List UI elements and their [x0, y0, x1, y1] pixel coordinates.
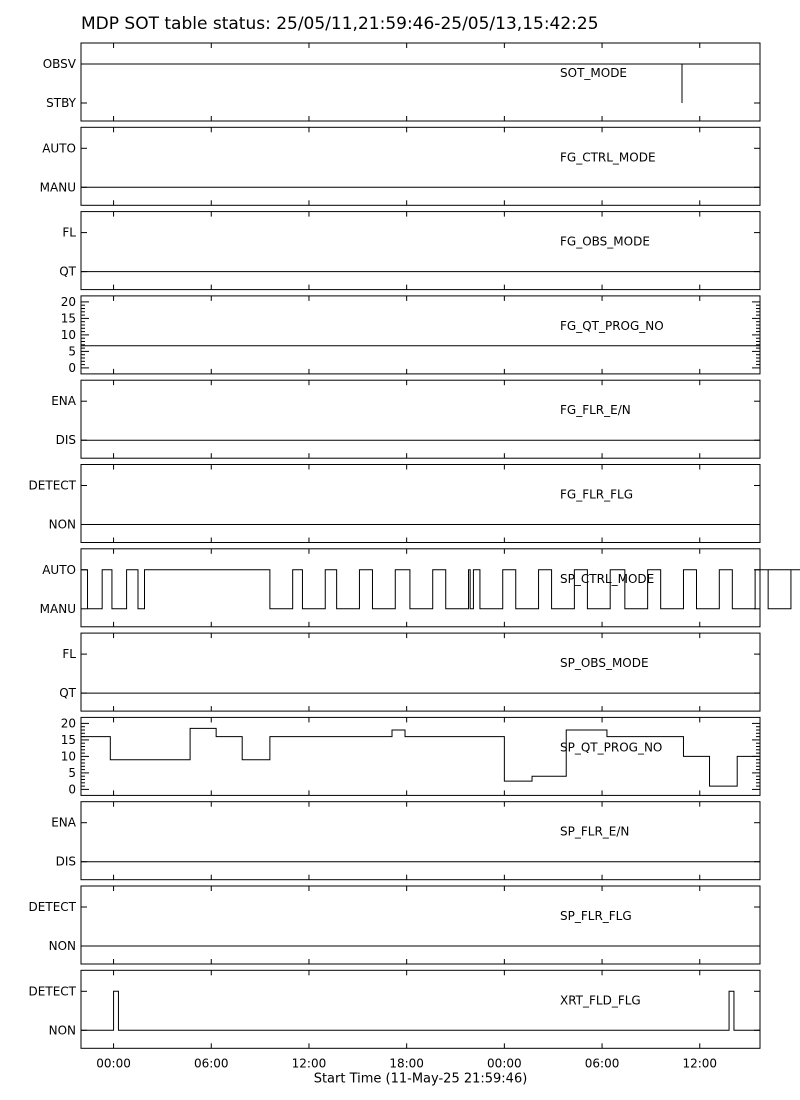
y-tick-label: 5	[68, 344, 76, 359]
panel-frame	[81, 633, 760, 711]
panel-frame	[81, 380, 760, 458]
state-label: MANU	[39, 601, 76, 616]
panel-name: XRT_FLD_FLG	[560, 993, 641, 1008]
state-label: STBY	[46, 96, 76, 110]
state-label: AUTO	[42, 562, 76, 577]
state-label: DETECT	[28, 900, 76, 914]
y-tick-label: 20	[60, 716, 76, 731]
state-label: DIS	[55, 854, 76, 869]
x-tick-label: 12:00	[682, 1056, 718, 1071]
panel-frame	[81, 127, 760, 205]
panel-name: SP_FLR_E/N	[560, 824, 630, 839]
panel-name: FG_OBS_MODE	[560, 234, 650, 249]
chart-title: MDP SOT table status: 25/05/11,21:59:46-25/05/13,15:42:25	[81, 14, 599, 34]
panel-name: FG_FLR_E/N	[560, 403, 631, 418]
x-tick-label: 06:00	[584, 1056, 620, 1071]
panel-frame	[81, 296, 760, 374]
panel-frame	[81, 465, 760, 543]
x-tick-label: 18:00	[389, 1056, 424, 1071]
panel-name: FG_CTRL_MODE	[560, 150, 656, 165]
series-line	[81, 728, 760, 786]
y-tick-label: 10	[60, 327, 76, 342]
y-tick-label: 15	[60, 311, 76, 326]
x-tick-label: 00:00	[96, 1056, 131, 1071]
state-label: NON	[48, 517, 76, 532]
panel-name: FG_QT_PROG_NO	[560, 318, 664, 333]
state-label: QT	[59, 686, 76, 701]
panel-frame	[81, 43, 760, 121]
series-line	[81, 991, 760, 1030]
panel-frame	[81, 717, 760, 795]
state-label: NON	[48, 1023, 76, 1038]
state-label: MANU	[39, 180, 76, 195]
state-label: ENA	[51, 815, 76, 830]
x-tick-label: 12:00	[291, 1056, 327, 1071]
x-tick-label: 00:00	[487, 1056, 522, 1071]
panel-frame	[81, 970, 760, 1048]
y-tick-label: 20	[60, 294, 76, 309]
state-label: OBSV	[42, 57, 76, 71]
state-label: QT	[59, 264, 76, 279]
state-label: DETECT	[28, 478, 76, 493]
y-tick-label: 0	[68, 782, 76, 797]
panel-name: SP_QT_PROG_NO	[560, 740, 663, 755]
panel-frame	[81, 802, 760, 880]
state-label: DETECT	[28, 984, 76, 999]
state-label: ENA	[51, 394, 76, 409]
panel-frame	[81, 549, 760, 627]
state-label: FL	[62, 647, 76, 662]
y-tick-label: 5	[68, 765, 76, 780]
x-axis-label: Start Time (11-May-25 21:59:46)	[313, 1071, 528, 1087]
panel-frame	[81, 212, 760, 290]
state-label: DIS	[55, 433, 76, 448]
panel-frame	[81, 886, 760, 964]
y-tick-label: 10	[60, 749, 76, 764]
state-label: AUTO	[42, 141, 76, 156]
y-tick-label: 0	[68, 360, 76, 375]
state-label: NON	[48, 939, 76, 953]
series-line	[81, 570, 800, 609]
panel-name: SP_FLR_FLG	[560, 909, 632, 923]
panel-name: SP_CTRL_MODE	[560, 571, 655, 586]
panel-name: SOT_MODE	[560, 66, 628, 80]
panel-name: FG_FLR_FLG	[560, 487, 634, 502]
state-label: FL	[62, 225, 76, 240]
panel-name: SP_OBS_MODE	[560, 656, 649, 671]
x-tick-label: 06:00	[193, 1056, 229, 1071]
y-tick-label: 15	[60, 732, 76, 747]
